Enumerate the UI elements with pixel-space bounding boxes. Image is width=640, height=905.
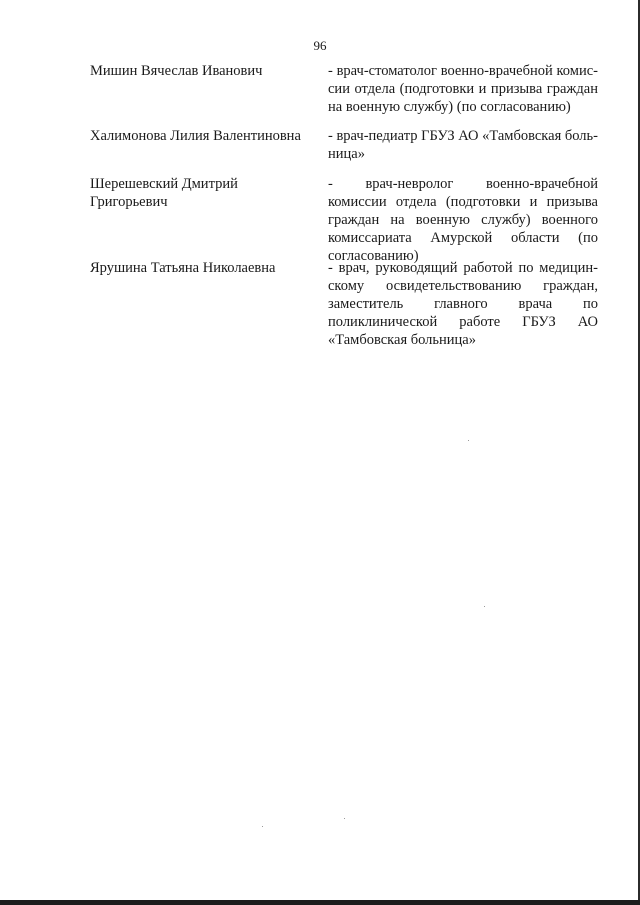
page-number: 96 [313, 38, 327, 53]
person-name: Шерешевский Дмитрий Григорьевич [90, 176, 238, 210]
scan-speck [484, 606, 485, 607]
person-role: - врач-стоматолог военно-врачебной комиссии отдела (подготовки и призыва граждан на военную службу) (по согласованию) [328, 63, 598, 115]
scan-speck [262, 826, 263, 827]
person-role: - врач, руководящий работой по медицинскому освидетельствованию граждан, заместитель главного врача по поликлинической работе ГБУЗ АО «Тамбовская больница» [328, 260, 598, 348]
scan-speck [344, 818, 345, 819]
person-role: - врач-педиатр ГБУЗ АО «Тамбовская больница» [328, 128, 598, 162]
scan-edge-bottom [0, 900, 640, 905]
person-role: - врач-невролог военно-врачебной комиссии отдела (подготовки и призыва граждан на военную службу) военного комиссариата Амурской области (по согласованию) [328, 176, 598, 264]
person-name: Ярушина Татьяна Николаевна [90, 260, 276, 276]
person-name: Мишин Вячеслав Иванович [90, 63, 263, 79]
scan-speck [468, 440, 469, 441]
person-name: Халимонова Лилия Валентиновна [90, 128, 301, 144]
